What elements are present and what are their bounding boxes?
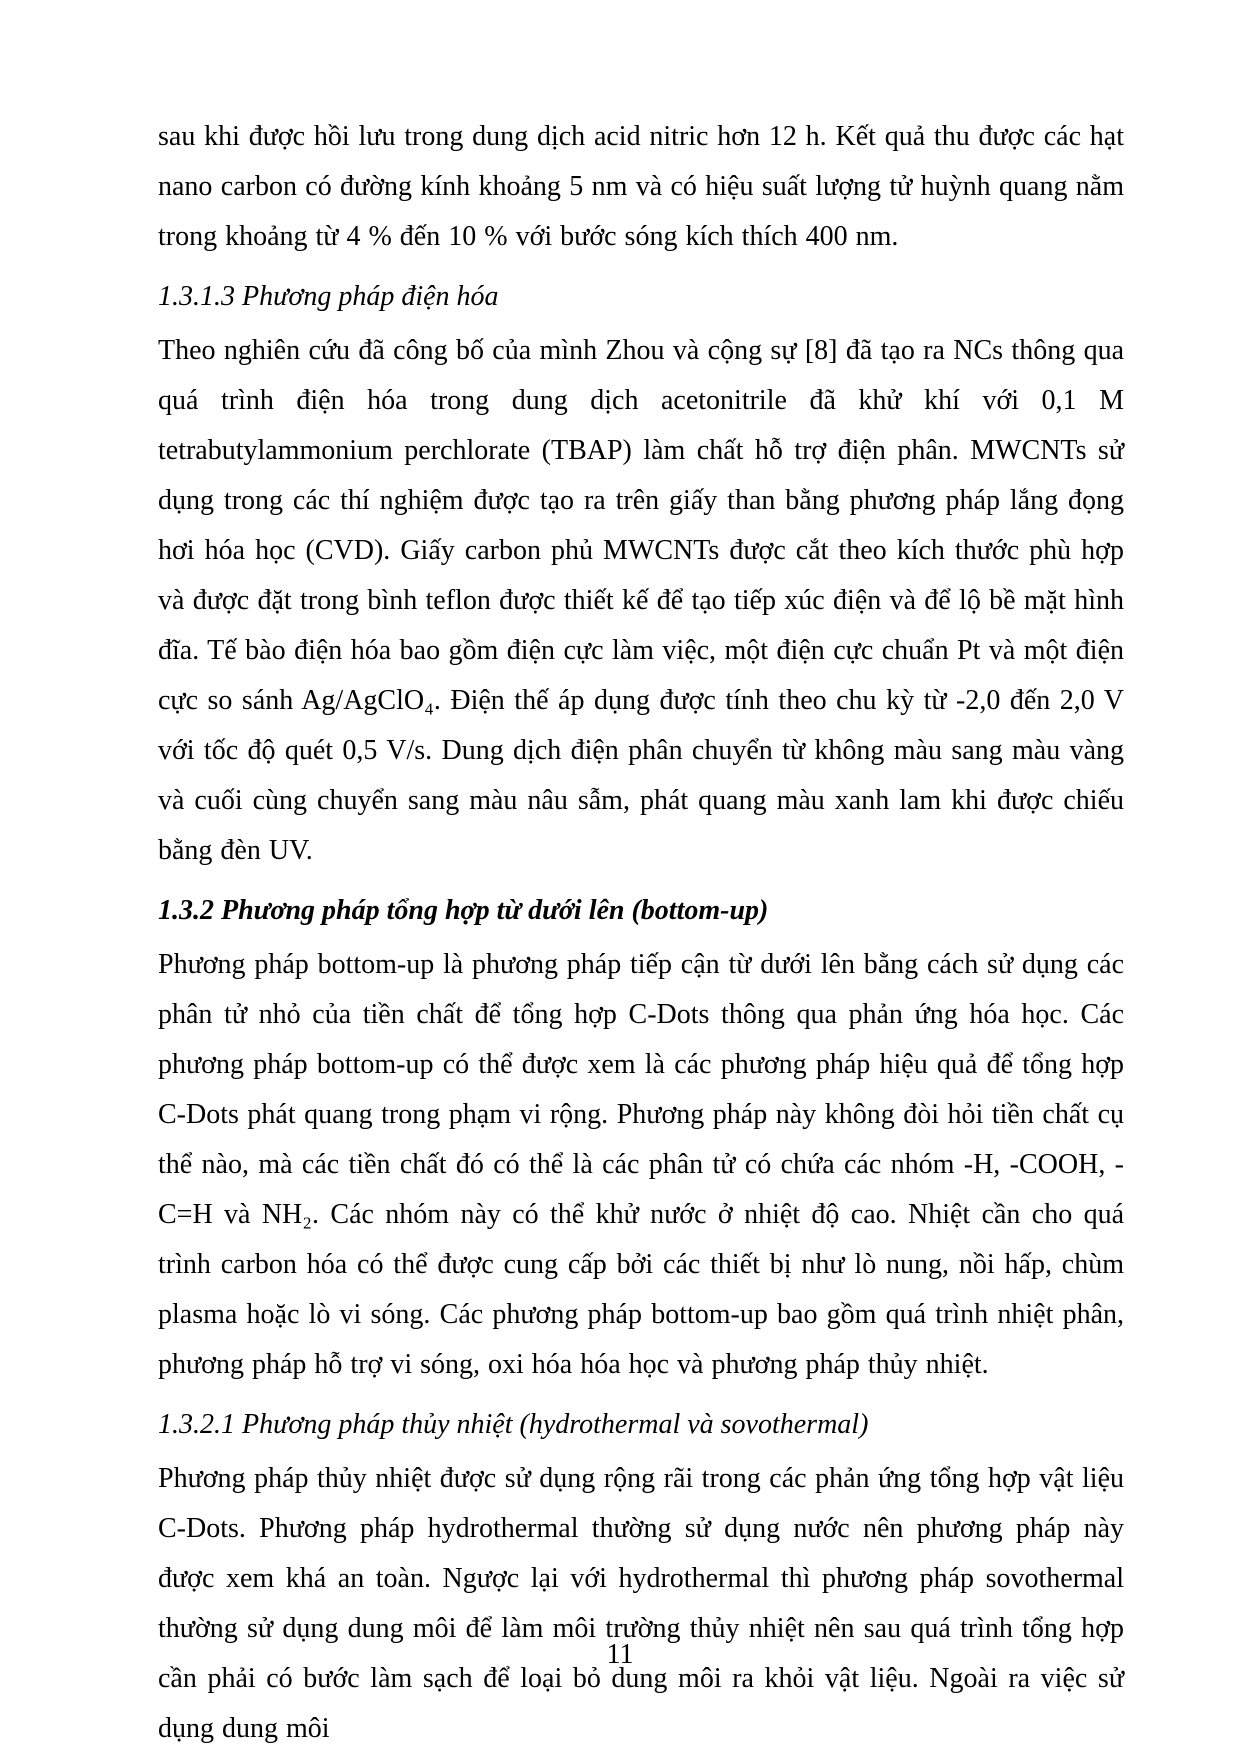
section-heading-1-3-1-3: 1.3.1.3 Phương pháp điện hóa: [158, 281, 499, 312]
body-paragraph-bottom-up: Phương pháp bottom-up là phương pháp tiếp cận từ dưới lên bằng cách sử dụng các phân tử nhỏ của tiền chất để tổng hợp C-Dots thông qua phản ứng hóa học. Các phương pháp bottom-up có thể được xem là các phương pháp hiệu quả để tổng hợp C-Dots phát quang trong phạm vi rộng. Phương pháp này không đòi hỏi tiền chất cụ thể nào, mà các tiền chất đó có thể là các phân tử có chứa các nhóm -H, -COOH, -C=H và NH₂. Các nhóm này có thể khử nước ở nhiệt độ cao. Nhiệt cần cho quá trình carbon hóa có thể được cung cấp bởi các thiết bị như lò nung, nồi hấp, chùm plasma hoặc lò vi sóng. Các phương pháp bottom-up bao gồm quá trình nhiệt phân, phương pháp hỗ trợ vi sóng, oxi hóa hóa học và phương pháp thủy nhiệt.: [158, 949, 1124, 1380]
page-number: 11: [606, 1639, 634, 1670]
page-content: [158, 112, 1124, 1754]
body-paragraph-electrochemical: Theo nghiên cứu đã công bố của mình Zhou và cộng sự [8] đã tạo ra NCs thông qua quá trình điện hóa trong dung dịch acetonitrile đã khử khí với 0,1 M tetrabutylammonium perchlorate (TBAP) làm chất hỗ trợ điện phân. MWCNTs sử dụng trong các thí nghiệm được tạo ra trên giấy than bằng phương pháp lắng đọng hơi hóa học (CVD). Giấy carbon phủ MWCNTs được cắt theo kích thước phù hợp và được đặt trong bình teflon được thiết kế để tạo tiếp xúc điện và để lộ bề mặt hình đĩa. Tế bào điện hóa bao gồm điện cực làm việc, một điện cực chuẩn Pt và một điện cực so sánh Ag/AgClO₄. Điện thế áp dụng được tính theo chu kỳ từ -2,0 đến 2,0 V với tốc độ quét 0,5 V/s. Dung dịch điện phân chuyển từ không màu sang màu vàng và cuối cùng chuyển sang màu nâu sẫm, phát quang màu xanh lam khi được chiếu bằng đèn UV.: [158, 335, 1124, 866]
section-heading-1-3-2-1: 1.3.2.1 Phương pháp thủy nhiệt (hydrothermal và sovothermal): [158, 1409, 869, 1440]
section-heading-1-3-2: 1.3.2 Phương pháp tổng hợp từ dưới lên (bottom-up): [158, 895, 769, 926]
body-paragraph-acid-nitric: sau khi được hồi lưu trong dung dịch acid nitric hơn 12 h. Kết quả thu được các hạt nano carbon có đường kính khoảng 5 nm và có hiệu suất lượng tử huỳnh quang nằm trong khoảng từ 4 % đến 10 % với bước sóng kích thích 400 nm.: [158, 121, 1124, 252]
body-paragraph-hydrothermal: Phương pháp thủy nhiệt được sử dụng rộng rãi trong các phản ứng tổng hợp vật liệu C-Dots. Phương pháp hydrothermal thường sử dụng nước nên phương pháp này được xem khá an toàn. Ngược lại với hydrothermal thì phương pháp sovothermal thường sử dụng dung môi để làm môi trường thủy nhiệt nên sau quá trình tổng hợp cần phải có bước làm sạch để loại bỏ dung môi ra khỏi vật liệu. Ngoài ra việc sử dụng dung môi: [158, 1463, 1124, 1744]
